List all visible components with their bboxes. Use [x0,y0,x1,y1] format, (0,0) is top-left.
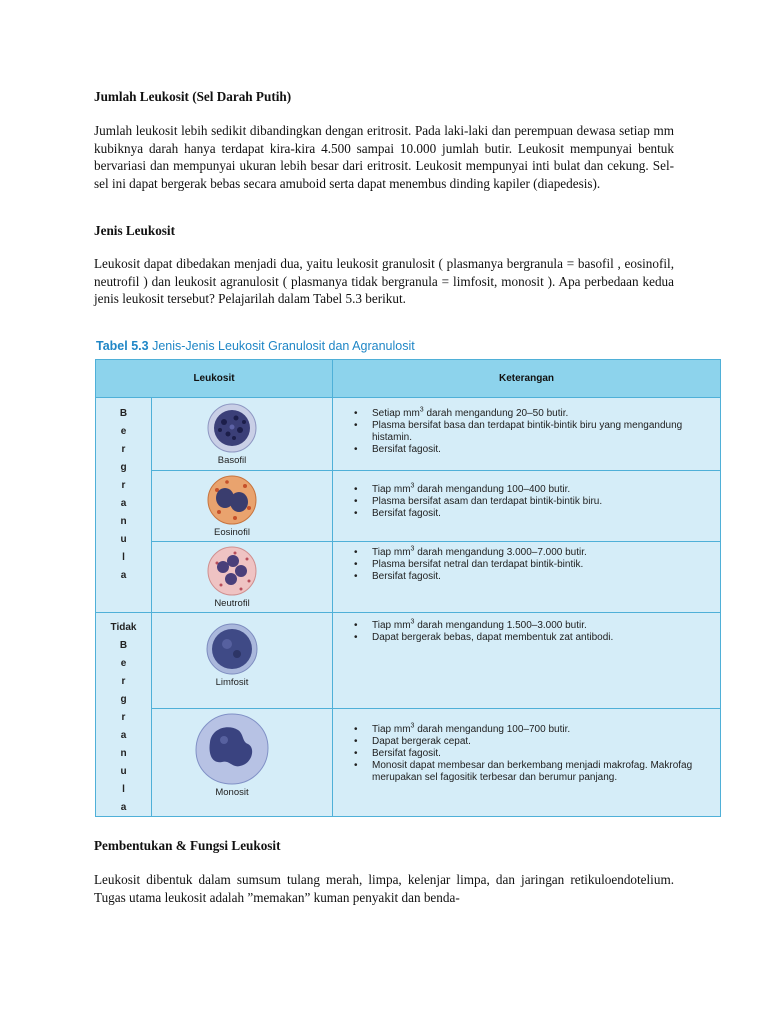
eosinofil-image-cell [172,474,292,538]
divider-row-1 [151,470,720,471]
list-item: • Tiap $mm^3$ darah mengandung 100–400 butir. [348,484,708,496]
list-item: • Tiap $mm^3$ darah mengandung 3.000–7.000 butir. [348,547,708,559]
paragraph-pembentukan-fungsi: Leukosit dibentuk dalam sumsum tulang merah, limpa, kelenjar limpa, dan jaringan retikuloendotelium. Tugas utama leukosit adalah ”memakan” kuman penyakit dan benda- [94,872,674,905]
list-item: • Bersifat fagosit. [348,508,708,520]
description-basofil [348,408,708,456]
divider-vertical-group [151,397,152,816]
group-letter: u [120,534,127,545]
col-header-leukosit: Leukosit [193,373,235,384]
description-neutrofil [348,547,708,583]
description-monosit [348,724,708,784]
monosit-cell-icon [194,712,270,786]
list-item: • Plasma bersifat asam dan terdapat bintik-bintik biru. [348,496,708,508]
group-letter: a [120,802,127,813]
group-label-tidak-bergranula [96,619,151,817]
list-item: • Tiap $mm^3$ darah mengandung 100–700 butir. [348,724,708,736]
group-letter: e [120,426,127,437]
cell-name-basofil: Basofil [217,455,247,466]
group-letter: u [120,766,127,777]
table-caption [96,339,415,353]
divider-vertical-main [332,360,333,816]
list-item: • Dapat bergerak bebas, dapat membentuk zat antibodi. [348,632,708,644]
group-letter-tidak: Tidak [110,622,137,633]
list-item: • Dapat bergerak cepat. [348,736,708,748]
limfosit-image-cell [172,622,292,688]
col-header-keterangan: Keterangan [498,373,554,384]
group-letter: r [121,480,126,491]
list-item: • Plasma bersifat basa dan terdapat bintik-bintik biru yang mengandung histamin. [348,420,708,444]
paragraph-jenis-leukosit: Leukosit dapat dibedakan menjadi dua, yaitu leukosit granulosit ( plasmanya bergranula = basofil , eosinofil, neutrofil ) dan leukosit agranulosit ( plasmanya tidak bergranula = limfosit, monosit ). Apa perbedaan kedua jenis leukosit tersebut? Pelajarilah dalam Tabel 5.3 berikut. [94,256,674,306]
group-letter: a [120,570,127,581]
table-caption-number: Tabel 5.3 [96,339,149,353]
list-item: • Bersifat fagosit. [348,748,708,760]
group-letter: n [120,748,127,759]
group-letter: l [122,552,125,563]
cell-name-eosinofil: Eosinofil [214,527,250,538]
divider-row-2 [151,541,720,542]
basofil-cell-icon [206,402,258,454]
group-letter: g [120,694,127,705]
list-item: • Monosit dapat membesar dan berkembang menjadi makrofag. Makrofag merupakan sel fagositik terbesar dan berumur panjang. [348,760,708,784]
group-letter: r [121,712,126,723]
limfosit-cell-icon [205,622,259,676]
group-letter: B [119,408,128,419]
cell-name-neutrofil: Neutrofil [214,598,250,609]
list-item: • Bersifat fagosit. [348,444,708,456]
monosit-image-cell [172,712,292,798]
group-letter: B [119,640,128,651]
description-eosinofil [348,484,708,520]
list-item: • Tiap $mm^3$ darah mengandung 1.500–3.000 butir. [348,620,708,632]
group-letter: a [120,730,127,741]
group-letter: l [122,784,125,795]
cell-name-limfosit: Limfosit [215,677,249,688]
table-header [96,360,720,398]
group-letter: n [120,516,127,527]
group-letter: e [120,658,127,669]
list-item: • Bersifat fagosit. [348,571,708,583]
group-label-bergranula [96,405,151,585]
divider-group [96,612,720,613]
eosinofil-cell-icon [205,474,259,526]
list-item: • Plasma bersifat netral dan terdapat bintik-bintik. [348,559,708,571]
group-letter: r [121,676,126,687]
heading-jenis-leukosit: Jenis Leukosit [94,223,175,238]
heading-jumlah-leukosit: Jumlah Leukosit (Sel Darah Putih) [94,89,292,104]
cell-name-monosit: Monosit [215,787,249,798]
list-item: • Setiap $mm^3$ darah mengandung 20–50 butir. [348,408,708,420]
table-caption-text: Jenis-Jenis Leukosit Granulosit dan Agranulosit [152,339,415,353]
divider-row-4 [151,708,720,709]
heading-pembentukan-fungsi: Pembentukan & Fungsi Leukosit [94,838,281,853]
description-limfosit [348,620,708,644]
neutrofil-image-cell [172,545,292,609]
group-letter: r [121,444,126,455]
neutrofil-cell-icon [205,545,259,597]
group-letter: g [120,462,127,473]
basofil-image-cell [172,402,292,466]
group-letter: a [120,498,127,509]
leukosit-table [95,359,721,817]
paragraph-jumlah-leukosit: Jumlah leukosit lebih sedikit dibandingkan dengan eritrosit. Pada laki-laki dan perempuan dewasa setiap mm kubiknya darah hanya terdapat kira-kira 4.500 sampai 10.000 jumlah butir. Leukosit mempunyai bentuk bervariasi dan mempunyai ukuran lebih besar dari eritrosit. Leukosit mempunyai inti bulat dan cekung. Sel-sel ini dapat bergerak bebas secara amuboid serta dapat menembus dinding kapiler (diapedesis). [94,123,674,191]
